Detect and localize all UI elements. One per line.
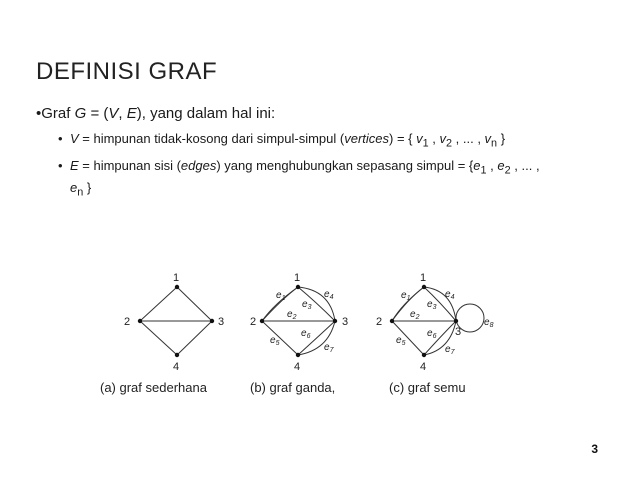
edge-label: $e_3$ <box>427 299 437 311</box>
text: ) = { <box>389 131 417 146</box>
edge-label: $e_6$ <box>427 328 437 340</box>
text: = himpunan tidak-kosong dari simpul-simpul ( <box>78 131 345 146</box>
edge-label: $e_3$ <box>302 299 312 311</box>
var: v <box>416 131 423 146</box>
subscript: n <box>77 186 84 199</box>
edge-label: $e_8$ <box>484 317 494 329</box>
text: Graf <box>41 105 75 122</box>
edge-label: $e_5$ <box>396 335 406 347</box>
var: v <box>484 131 492 146</box>
text: ), yang dalam hal ini: <box>136 105 276 122</box>
edge <box>140 321 177 355</box>
text: = himpunan sisi ( <box>78 157 181 173</box>
var-v: V <box>70 131 79 146</box>
vertex-3 <box>333 319 337 323</box>
bullet-marker: • <box>58 131 63 146</box>
vertex-label: 1 <box>294 272 301 284</box>
graph-c-labels <box>376 272 461 373</box>
caption-c: (c) graf semu <box>389 380 466 395</box>
slide-title: DEFINISI GRAF <box>36 58 218 85</box>
text: } <box>497 131 506 146</box>
caption-a: (a) graf sederhana <box>100 380 207 395</box>
vertex-label: 2 <box>124 316 131 328</box>
vertex-4 <box>175 353 179 357</box>
edge-e5 <box>262 321 298 355</box>
var: e <box>473 157 481 173</box>
term-edges: edges <box>180 157 217 173</box>
edge-label: $e_4$ <box>445 289 455 301</box>
vertex-label: 4 <box>173 361 180 373</box>
vertex-1 <box>296 285 300 289</box>
text: ) yang menghubungkan sepasang simpul = { <box>216 157 474 173</box>
edge <box>177 287 212 321</box>
term-vertices: vertices <box>344 131 390 146</box>
edge-label: $e_2$ <box>410 309 420 321</box>
vertex-label: 2 <box>376 316 383 328</box>
edge-label: $e_7$ <box>445 344 455 356</box>
var-g: G <box>74 105 87 122</box>
vertex-label: 1 <box>420 272 427 284</box>
vertex-label: 3 <box>455 326 462 338</box>
vertex-3 <box>210 319 214 323</box>
subscript: 2 <box>504 164 511 177</box>
edge <box>140 287 177 321</box>
text: , <box>486 157 498 173</box>
edge-label: $e_1$ <box>276 290 286 302</box>
var-e: E <box>126 105 137 122</box>
vertex-1 <box>422 285 426 289</box>
text: , ... , <box>510 157 540 173</box>
text: , <box>118 105 127 122</box>
vertex-4 <box>296 353 300 357</box>
graph-a <box>140 287 212 355</box>
text: } <box>83 180 92 196</box>
vertex-label: 4 <box>420 361 427 373</box>
text: , ... , <box>452 131 485 146</box>
vertex-label: 3 <box>218 316 225 328</box>
var: v <box>439 131 446 146</box>
figure-captions <box>100 380 466 395</box>
bullet-marker: • <box>58 157 63 173</box>
vertex-2 <box>260 319 264 323</box>
text: , <box>428 131 440 146</box>
edge-label: $e_2$ <box>287 309 297 321</box>
subscript: 1 <box>480 164 487 177</box>
var-e: E <box>70 157 79 173</box>
vertex-3 <box>454 319 458 323</box>
page-number: 3 <box>591 442 598 456</box>
bullet-marker: • <box>36 105 42 122</box>
vertex-label: 4 <box>294 361 301 373</box>
vertex-2 <box>138 319 142 323</box>
vertex-2 <box>390 319 394 323</box>
vertex-4 <box>422 353 426 357</box>
subscript: n <box>491 137 498 150</box>
edge-label: $e_6$ <box>301 328 311 340</box>
edge-label: $e_7$ <box>324 342 334 354</box>
var: e <box>497 157 505 173</box>
caption-b: (b) graf ganda, <box>250 380 336 395</box>
text: = ( <box>86 105 109 122</box>
edge-label: $e_1$ <box>401 290 411 302</box>
vertex-label: 1 <box>173 272 180 284</box>
edge-label: $e_5$ <box>270 335 280 347</box>
vertex-1 <box>175 285 179 289</box>
vertex-label: 2 <box>250 316 257 328</box>
subscript: 1 <box>422 137 429 150</box>
var: e <box>70 180 78 196</box>
subscript: 2 <box>446 137 453 150</box>
edge <box>177 321 212 355</box>
vertex-label: 3 <box>342 316 349 328</box>
edge-label: $e_4$ <box>324 289 334 301</box>
var-v: V <box>108 105 119 122</box>
